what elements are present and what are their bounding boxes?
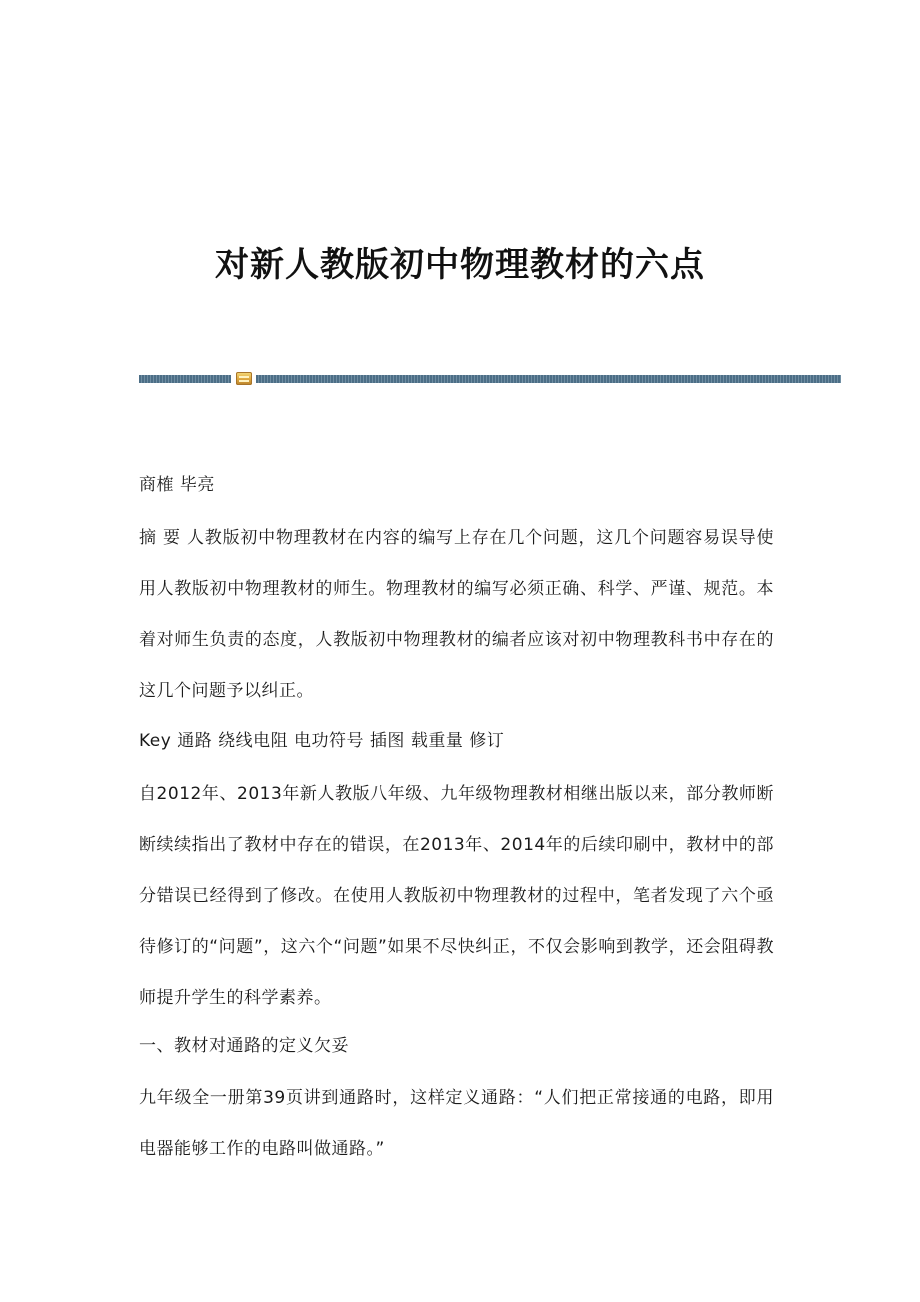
authors-line: 商榷 毕亮: [139, 475, 215, 495]
abstract-paragraph: 摘 要 人教版初中物理教材在内容的编写上存在几个问题，这几个问题容易误导使用人教版初中物理教材的师生。物理教材的编写必须正确、科学、严谨、规范。本着对师生负责的态度，人教版初中物理教材的编者应该对初中物理教科书中存在的这几个问题予以纠正。: [139, 528, 774, 701]
document-title: 对新人教版初中物理教材的六点: [215, 244, 705, 285]
title-divider-left: [139, 375, 231, 383]
title-divider-right: [256, 375, 841, 383]
section-heading-1: 一、教材对通路的定义欠妥: [139, 1036, 349, 1056]
keywords-line: Key 通路 绕线电阻 电功符号 插图 载重量 修订: [139, 731, 505, 751]
section-1-paragraph: 九年级全一册第39页讲到通路时，这样定义通路：“人们把正常接通的电路，即用电器能够工作的电路叫做通路。”: [139, 1088, 774, 1159]
intro-paragraph: 自2012年、2013年新人教版八年级、九年级物理教材相继出版以来，部分教师断断续续指出了教材中存在的错误，在2013年、2014年的后续印刷中，教材中的部分错误已经得到了修改。在使用人教版初中物理教材的过程中，笔者发现了六个亟待修订的“问题”，这六个“问题”如果不尽快纠正，不仅会影响到教学，还会阻碍教师提升学生的科学素养。: [139, 784, 774, 1008]
divider-ornament-icon: [236, 372, 252, 385]
